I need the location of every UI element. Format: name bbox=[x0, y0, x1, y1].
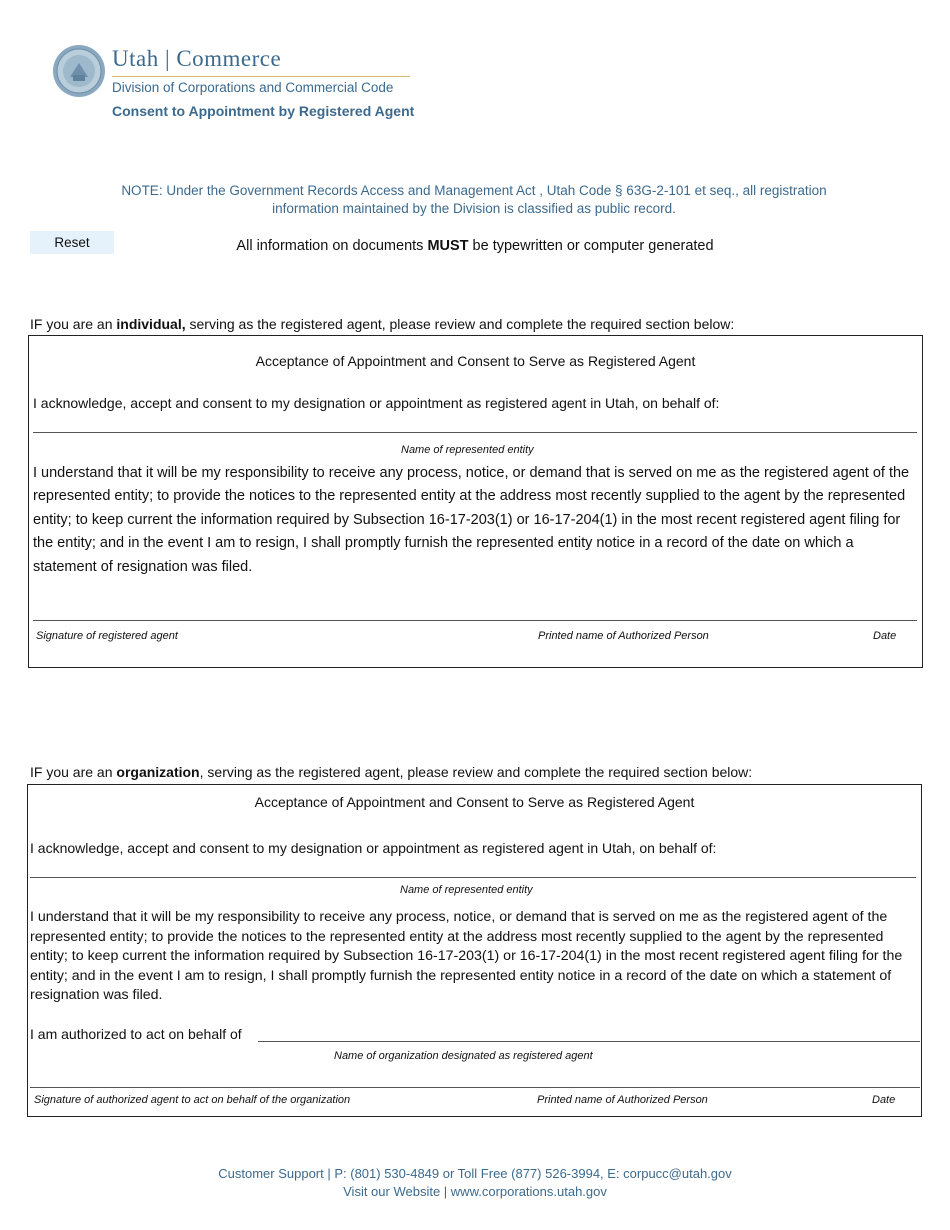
footer-website: Visit our Website | www.corporations.utah.gov bbox=[343, 1184, 607, 1199]
typewritten-notice bbox=[200, 238, 750, 254]
organization-authorized-label: I am authorized to act on behalf of bbox=[30, 1026, 242, 1042]
individual-intro-before: IF you are an bbox=[30, 316, 117, 332]
typewritten-emphasis: MUST bbox=[427, 238, 469, 254]
individual-entity-line[interactable] bbox=[33, 432, 917, 433]
organization-intro-bold: organization bbox=[116, 764, 200, 780]
individual-date-caption: Date bbox=[873, 630, 897, 642]
organization-intro-after: , serving as the registered agent, please review and complete the required section below: bbox=[199, 764, 753, 780]
individual-responsibility-text: I understand that it will be my responsibility to receive any process, notice, or demand that is served on me as the registered agent of the represented entity; to provide the notices to the represented entity at the address most recently supplied to the agent by the represented entity; to keep current the information required by Subsection 16-17-203(1) or 16-17-204(1) in the most recent registered agent filing for the entity; and in the event I am to resign, I shall promptly furnish the represented entity notice in a record of the date on which a statement of resignation was filed. bbox=[33, 465, 910, 575]
organization-printed-name-caption: Printed name of Authorized Person bbox=[537, 1094, 708, 1106]
organization-responsibility-text: I understand that it will be my responsibility to receive any process, notice, or demand that is served on me as the registered agent of the represented entity; to provide the notices to the represented entity at the address most recently supplied to the agent by the represented entity; to keep current the information required by Subsection 16-17-203(1) or 16-17-204(1) in the most recent registered agent filing for the entity; and in the event I am to resign, I shall promptly furnish the represented entity notice in a record of the date on which a statement of resignation was filed. bbox=[30, 909, 903, 1003]
organization-signature-line[interactable] bbox=[30, 1087, 920, 1088]
organization-signature-caption: Signature of authorized agent to act on behalf of the organization bbox=[34, 1094, 351, 1106]
utah-seal-icon bbox=[52, 44, 106, 98]
organization-date-caption: Date bbox=[872, 1094, 896, 1106]
individual-intro-bold: individual, bbox=[116, 316, 186, 332]
organization-intro bbox=[30, 764, 752, 780]
brand-title: Utah | Commerce bbox=[112, 46, 282, 71]
reset-button[interactable]: Reset bbox=[30, 231, 114, 254]
individual-entity-caption: Name of represented entity bbox=[401, 444, 534, 456]
individual-section bbox=[28, 335, 923, 668]
individual-intro-after: serving as the registered agent, please review and complete the required section below: bbox=[185, 316, 735, 332]
organization-entity-line[interactable] bbox=[30, 877, 916, 878]
individual-printed-name-caption: Printed name of Authorized Person bbox=[538, 630, 709, 642]
organization-heading: Acceptance of Appointment and Consent to Serve as Registered Agent bbox=[254, 794, 695, 810]
individual-signature-caption: Signature of registered agent bbox=[36, 630, 178, 642]
public-record-note: NOTE: Under the Government Records Access and Management Act , Utah Code § 63G-2-101 et seq., all registration information maintained by the Division is classified as public record. bbox=[121, 183, 827, 216]
division-name: Division of Corporations and Commercial Code bbox=[112, 80, 394, 95]
organization-name-line[interactable] bbox=[258, 1041, 920, 1042]
individual-signature-line[interactable] bbox=[33, 620, 917, 621]
organization-acknowledge: I acknowledge, accept and consent to my designation or appointment as registered agent in Utah, on behalf of: bbox=[30, 840, 717, 856]
organization-entity-caption: Name of represented entity bbox=[400, 884, 533, 896]
typewritten-after: be typewritten or computer generated bbox=[468, 238, 714, 254]
organization-intro-before: IF you are an bbox=[30, 764, 117, 780]
individual-heading: Acceptance of Appointment and Consent to Serve as Registered Agent bbox=[255, 353, 696, 369]
typewritten-before: All information on documents bbox=[236, 238, 428, 254]
brand-divider bbox=[112, 76, 410, 77]
individual-acknowledge: I acknowledge, accept and consent to my designation or appointment as registered agent in Utah, on behalf of: bbox=[33, 395, 720, 411]
organization-section bbox=[27, 784, 922, 1117]
organization-name-caption: Name of organization designated as registered agent bbox=[334, 1050, 593, 1062]
footer-support: Customer Support | P: (801) 530-4849 or Toll Free (877) 526-3994, E: corpucc@utah.gov bbox=[218, 1166, 732, 1181]
form-title: Consent to Appointment by Registered Agent bbox=[112, 103, 415, 119]
individual-intro bbox=[30, 316, 734, 332]
